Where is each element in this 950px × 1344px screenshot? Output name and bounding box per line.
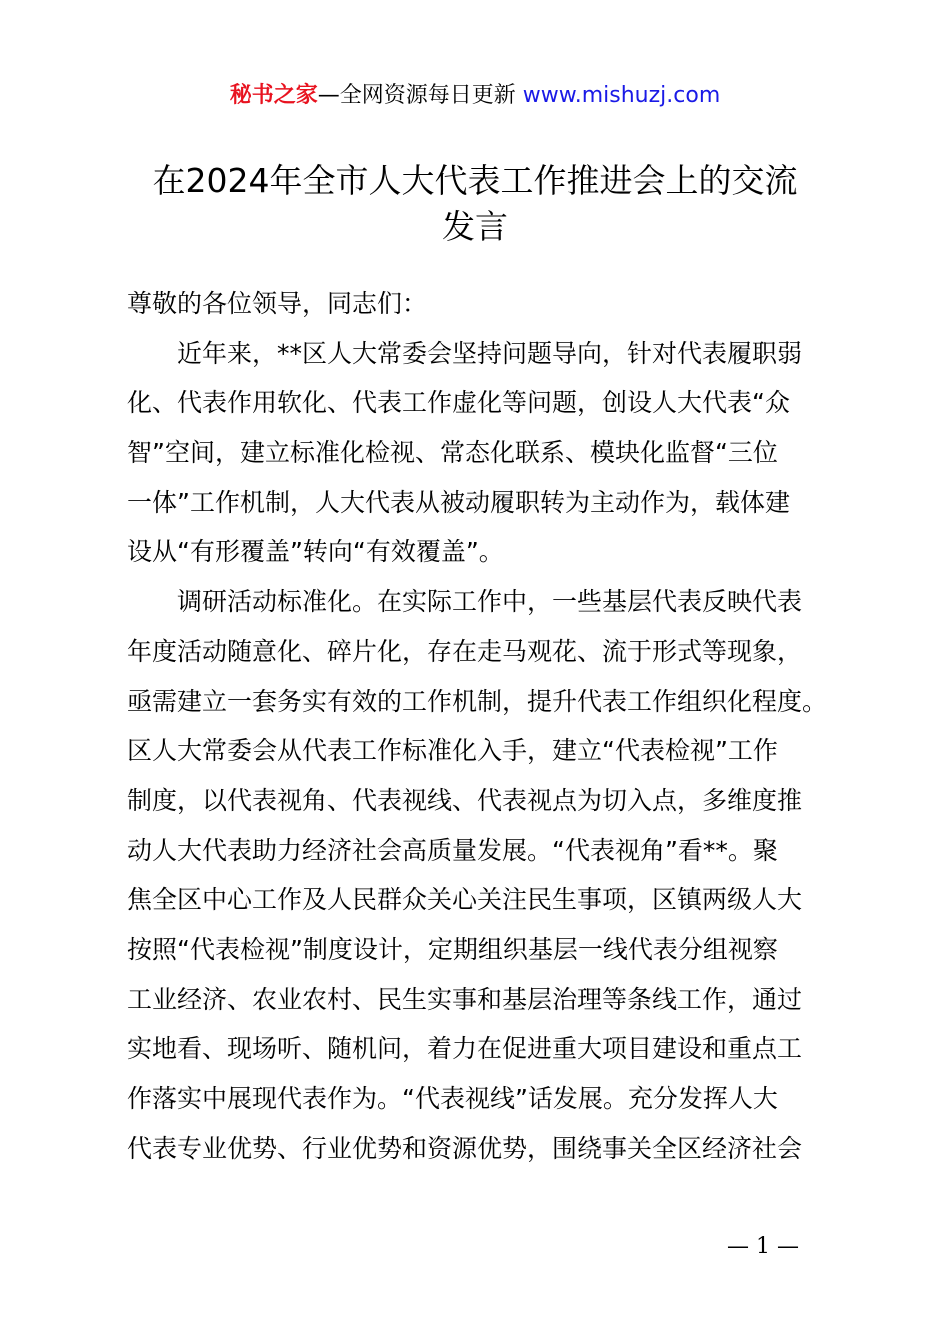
document-title [100, 158, 850, 250]
header-slogan: —全网资源每日更新 [317, 83, 516, 108]
title-line-1: 在2024年全市人大代表工作推进会上的交流 [152, 161, 798, 200]
body-line: 年度活动随意化、碎片化，存在走马观花、流于形式等现象， [127, 636, 803, 666]
body-line: 智”空间，建立标准化检视、常态化联系、模块化监督“三位 [127, 438, 778, 468]
body-line: 设从“有形覆盖”转向“有效覆盖”。 [127, 537, 504, 567]
body-line: 作落实中展现代表作为。“代表视线”话发展。充分发挥人大 [127, 1084, 778, 1113]
body-line: 工业经济、农业农村、民生实事和基层治理等条线工作，通过 [127, 984, 803, 1014]
brand-name: 秘书之家 [229, 83, 318, 108]
body-line: 实地看、现场听、随机问，着力在促进重大项目建设和重点工 [127, 1034, 803, 1064]
page-header [0, 80, 950, 112]
body-line: 亟需建立一套务实有效的工作机制，提升代表工作组织化程度。 [127, 686, 828, 716]
website-link[interactable]: www.mishuzj.com [515, 83, 721, 108]
body-line: 代表专业优势、行业优势和资源优势，围绕事关全区经济社会 [127, 1133, 803, 1163]
body-line: 一体”工作机制，人大代表从被动履职转为主动作为，载体建 [127, 487, 790, 517]
salutation: 尊敬的各位领导，同志们： [127, 289, 428, 318]
document-body [127, 284, 847, 1178]
body-line: 焦全区中心工作及人民群众关心关注民生事项，区镇两级人大 [127, 885, 803, 915]
title-line-2: 发言 [442, 207, 508, 246]
body-line: 化、代表作用软化、代表工作虚化等问题，创设人大代表“众 [127, 388, 790, 418]
body-line: 动人大代表助力经济社会高质量发展。“代表视角”看**。聚 [127, 835, 778, 865]
body-line: 近年来，**区人大常委会坚持问题导向，针对代表履职弱 [177, 338, 803, 368]
page-number: — 1 — [727, 1234, 799, 1259]
body-line: 调研活动标准化。在实际工作中，一些基层代表反映代表 [177, 587, 803, 617]
body-line: 按照“代表检视”制度设计，定期组织基层一线代表分组视察 [127, 934, 778, 964]
body-line: 区人大常委会从代表工作标准化入手，建立“代表检视”工作 [127, 736, 778, 766]
body-line: 制度，以代表视角、代表视线、代表视点为切入点，多维度推 [127, 785, 803, 815]
